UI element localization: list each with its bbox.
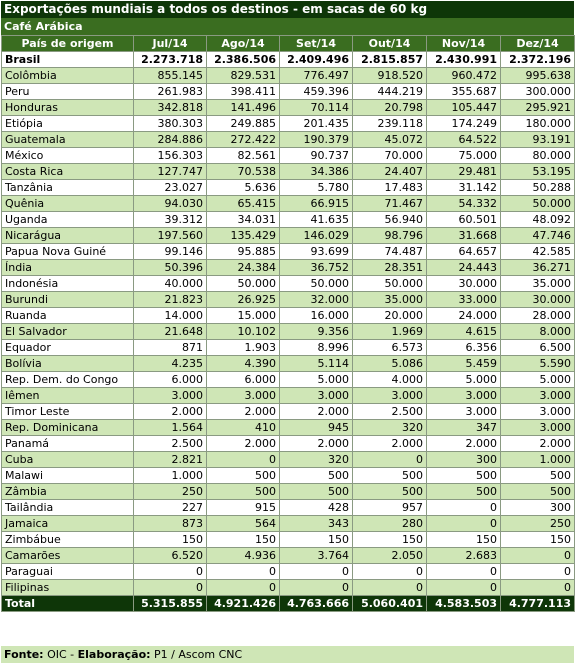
value-cell: 24.407: [353, 164, 427, 180]
value-cell: 776.497: [280, 68, 353, 84]
value-cell: 33.000: [427, 292, 501, 308]
table-row: [2, 244, 575, 260]
country-cell: Costa Rica: [2, 164, 134, 180]
elab-value: P1 / Ascom CNC: [154, 648, 243, 661]
value-cell: 2.000: [280, 404, 353, 420]
value-cell: 8.996: [280, 340, 353, 356]
value-cell: 150: [134, 532, 207, 548]
value-cell: 14.000: [134, 308, 207, 324]
value-cell: 239.118: [353, 116, 427, 132]
table-row: [2, 340, 575, 356]
sheet-title: Exportações mundiais a todos os destinos - em sacas de 60 kg: [1, 1, 574, 18]
value-cell: 71.467: [353, 196, 427, 212]
total-cell: 5.315.855: [134, 596, 207, 612]
value-cell: 2.683: [427, 548, 501, 564]
table-row: [2, 404, 575, 420]
value-cell: 0: [501, 564, 575, 580]
value-cell: 4.615: [427, 324, 501, 340]
value-cell: 855.145: [134, 68, 207, 84]
value-cell: 95.885: [207, 244, 280, 260]
value-cell: 500: [207, 468, 280, 484]
value-cell: 36.752: [280, 260, 353, 276]
value-cell: 28.000: [501, 308, 575, 324]
value-cell: 410: [207, 420, 280, 436]
value-cell: 35.000: [353, 292, 427, 308]
table-row: [2, 564, 575, 580]
value-cell: 0: [353, 580, 427, 596]
value-cell: 90.737: [280, 148, 353, 164]
value-cell: 53.195: [501, 164, 575, 180]
header-month: Set/14: [280, 36, 353, 52]
table-row: [2, 388, 575, 404]
value-cell: 500: [501, 468, 575, 484]
value-cell: 0: [501, 580, 575, 596]
country-cell: Honduras: [2, 100, 134, 116]
country-cell: Camarões: [2, 548, 134, 564]
table-row: [2, 196, 575, 212]
value-cell: 0: [427, 580, 501, 596]
country-cell: Filipinas: [2, 580, 134, 596]
value-cell: 93.699: [280, 244, 353, 260]
value-cell: 0: [427, 564, 501, 580]
value-cell: 0: [207, 580, 280, 596]
header-month: Dez/14: [501, 36, 575, 52]
value-cell: 31.668: [427, 228, 501, 244]
value-cell: 5.000: [280, 372, 353, 388]
value-cell: 320: [280, 452, 353, 468]
value-cell: 5.636: [207, 180, 280, 196]
country-cell: Equador: [2, 340, 134, 356]
value-cell: 0: [427, 500, 501, 516]
value-cell: 1.969: [353, 324, 427, 340]
value-cell: 320: [353, 420, 427, 436]
value-cell: 2.000: [207, 436, 280, 452]
value-cell: 300.000: [501, 84, 575, 100]
value-cell: 2.000: [353, 436, 427, 452]
value-cell: 444.219: [353, 84, 427, 100]
table-row: [2, 228, 575, 244]
value-cell: 873: [134, 516, 207, 532]
value-cell: 995.638: [501, 68, 575, 84]
value-cell: 23.027: [134, 180, 207, 196]
value-cell: 197.560: [134, 228, 207, 244]
value-cell: 24.000: [427, 308, 501, 324]
value-cell: 2.000: [207, 404, 280, 420]
value-cell: 280: [353, 516, 427, 532]
value-cell: 54.332: [427, 196, 501, 212]
value-cell: 50.000: [353, 276, 427, 292]
source-footer: [1, 646, 574, 663]
value-cell: 94.030: [134, 196, 207, 212]
table-row: [2, 308, 575, 324]
total-cell: 4.777.113: [501, 596, 575, 612]
value-cell: 355.687: [427, 84, 501, 100]
table-row: [2, 468, 575, 484]
value-cell: 347: [427, 420, 501, 436]
value-cell: 190.379: [280, 132, 353, 148]
value-cell: 4.936: [207, 548, 280, 564]
value-cell: 64.522: [427, 132, 501, 148]
value-cell: 2.000: [134, 404, 207, 420]
total-cell: 4.921.426: [207, 596, 280, 612]
value-cell: 284.886: [134, 132, 207, 148]
country-cell: Papua Nova Guiné: [2, 244, 134, 260]
value-cell: 17.483: [353, 180, 427, 196]
value-cell: 70.000: [353, 148, 427, 164]
value-cell: 50.000: [207, 276, 280, 292]
table-row: [2, 148, 575, 164]
table-row: [2, 372, 575, 388]
value-cell: 500: [427, 468, 501, 484]
value-cell: 6.520: [134, 548, 207, 564]
value-cell: 0: [134, 564, 207, 580]
country-cell: Uganda: [2, 212, 134, 228]
value-cell: 0: [353, 452, 427, 468]
value-cell: 10.102: [207, 324, 280, 340]
value-cell: 45.072: [353, 132, 427, 148]
total-label: Total: [2, 596, 134, 612]
table-row: [2, 180, 575, 196]
value-cell: 249.885: [207, 116, 280, 132]
value-cell: 30.000: [427, 276, 501, 292]
value-cell: 3.764: [280, 548, 353, 564]
exports-table: [1, 35, 575, 612]
value-cell: 80.000: [501, 148, 575, 164]
value-cell: 5.086: [353, 356, 427, 372]
value-cell: 0: [207, 452, 280, 468]
value-cell: 2.500: [353, 404, 427, 420]
country-cell: Panamá: [2, 436, 134, 452]
country-cell: Paraguai: [2, 564, 134, 580]
value-cell: 250: [501, 516, 575, 532]
table-row: [2, 276, 575, 292]
value-cell: 2.000: [280, 436, 353, 452]
table-row: [2, 100, 575, 116]
value-cell: 918.520: [353, 68, 427, 84]
header-country: País de origem: [2, 36, 134, 52]
value-cell: 34.386: [280, 164, 353, 180]
value-cell: 0: [501, 548, 575, 564]
value-cell: 65.415: [207, 196, 280, 212]
value-cell: 2.372.196: [501, 52, 575, 68]
country-cell: Brasil: [2, 52, 134, 68]
value-cell: 99.146: [134, 244, 207, 260]
value-cell: 42.585: [501, 244, 575, 260]
value-cell: 70.114: [280, 100, 353, 116]
table-row: [2, 84, 575, 100]
value-cell: 75.000: [427, 148, 501, 164]
value-cell: 2.050: [353, 548, 427, 564]
value-cell: 829.531: [207, 68, 280, 84]
value-cell: 0: [280, 580, 353, 596]
country-cell: Malawi: [2, 468, 134, 484]
value-cell: 250: [134, 484, 207, 500]
value-cell: 24.443: [427, 260, 501, 276]
value-cell: 2.409.496: [280, 52, 353, 68]
value-cell: 2.500: [134, 436, 207, 452]
value-cell: 6.000: [134, 372, 207, 388]
value-cell: 40.000: [134, 276, 207, 292]
header-row: [2, 36, 575, 52]
value-cell: 82.561: [207, 148, 280, 164]
value-cell: 105.447: [427, 100, 501, 116]
value-cell: 174.249: [427, 116, 501, 132]
value-cell: 500: [280, 484, 353, 500]
value-cell: 48.092: [501, 212, 575, 228]
value-cell: 28.351: [353, 260, 427, 276]
value-cell: 6.573: [353, 340, 427, 356]
value-cell: 150: [207, 532, 280, 548]
country-cell: Zâmbia: [2, 484, 134, 500]
value-cell: 4.235: [134, 356, 207, 372]
value-cell: 47.746: [501, 228, 575, 244]
value-cell: 201.435: [280, 116, 353, 132]
table-row: [2, 516, 575, 532]
value-cell: 31.142: [427, 180, 501, 196]
value-cell: 500: [501, 484, 575, 500]
table-row: [2, 532, 575, 548]
value-cell: 141.496: [207, 100, 280, 116]
value-cell: 93.191: [501, 132, 575, 148]
total-cell: 4.583.503: [427, 596, 501, 612]
table-row: [2, 436, 575, 452]
value-cell: 5.000: [427, 372, 501, 388]
value-cell: 960.472: [427, 68, 501, 84]
table-row: [2, 420, 575, 436]
value-cell: 500: [353, 468, 427, 484]
value-cell: 32.000: [280, 292, 353, 308]
value-cell: 1.000: [501, 452, 575, 468]
value-cell: 343: [280, 516, 353, 532]
value-cell: 21.823: [134, 292, 207, 308]
value-cell: 20.000: [353, 308, 427, 324]
table-row: [2, 548, 575, 564]
country-cell: Colômbia: [2, 68, 134, 84]
table-row: [2, 324, 575, 340]
value-cell: 5.590: [501, 356, 575, 372]
table-row: [2, 452, 575, 468]
total-cell: 5.060.401: [353, 596, 427, 612]
table-row: [2, 500, 575, 516]
value-cell: 29.481: [427, 164, 501, 180]
value-cell: 8.000: [501, 324, 575, 340]
value-cell: 945: [280, 420, 353, 436]
value-cell: 6.500: [501, 340, 575, 356]
country-cell: Indonésia: [2, 276, 134, 292]
value-cell: 66.915: [280, 196, 353, 212]
value-cell: 60.501: [427, 212, 501, 228]
value-cell: 3.000: [501, 420, 575, 436]
value-cell: 135.429: [207, 228, 280, 244]
value-cell: 3.000: [427, 404, 501, 420]
value-cell: 41.635: [280, 212, 353, 228]
value-cell: 16.000: [280, 308, 353, 324]
value-cell: 0: [134, 580, 207, 596]
table-row: [2, 292, 575, 308]
country-cell: Bolívia: [2, 356, 134, 372]
country-cell: Tailândia: [2, 500, 134, 516]
value-cell: 64.657: [427, 244, 501, 260]
header-month: Jul/14: [134, 36, 207, 52]
value-cell: 50.000: [501, 196, 575, 212]
source-value: OIC: [47, 648, 67, 661]
value-cell: 34.031: [207, 212, 280, 228]
country-cell: Tanzânia: [2, 180, 134, 196]
value-cell: 150: [280, 532, 353, 548]
value-cell: 24.384: [207, 260, 280, 276]
value-cell: 227: [134, 500, 207, 516]
value-cell: 0: [353, 564, 427, 580]
value-cell: 1.000: [134, 468, 207, 484]
value-cell: 3.000: [427, 388, 501, 404]
sheet-subtitle: Café Arábica: [1, 18, 574, 35]
value-cell: 20.798: [353, 100, 427, 116]
value-cell: 380.303: [134, 116, 207, 132]
country-cell: Rep. Dominicana: [2, 420, 134, 436]
table-row: [2, 484, 575, 500]
header-month: Nov/14: [427, 36, 501, 52]
value-cell: 2.273.718: [134, 52, 207, 68]
value-cell: 500: [427, 484, 501, 500]
value-cell: 5.780: [280, 180, 353, 196]
value-cell: 2.821: [134, 452, 207, 468]
value-cell: 500: [207, 484, 280, 500]
value-cell: 127.747: [134, 164, 207, 180]
value-cell: 15.000: [207, 308, 280, 324]
value-cell: 56.940: [353, 212, 427, 228]
value-cell: 5.459: [427, 356, 501, 372]
country-cell: Etiópia: [2, 116, 134, 132]
value-cell: 156.303: [134, 148, 207, 164]
value-cell: 500: [353, 484, 427, 500]
table-row: [2, 116, 575, 132]
value-cell: 0: [427, 516, 501, 532]
country-cell: México: [2, 148, 134, 164]
value-cell: 6.356: [427, 340, 501, 356]
table-row: [2, 260, 575, 276]
value-cell: 342.818: [134, 100, 207, 116]
value-cell: 3.000: [501, 404, 575, 420]
value-cell: 3.000: [207, 388, 280, 404]
country-cell: Ruanda: [2, 308, 134, 324]
value-cell: 150: [353, 532, 427, 548]
value-cell: 50.288: [501, 180, 575, 196]
country-cell: Cuba: [2, 452, 134, 468]
value-cell: 0: [207, 564, 280, 580]
value-cell: 0: [280, 564, 353, 580]
country-cell: El Salvador: [2, 324, 134, 340]
value-cell: 957: [353, 500, 427, 516]
value-cell: 74.487: [353, 244, 427, 260]
country-cell: Índia: [2, 260, 134, 276]
table-row: [2, 52, 575, 68]
value-cell: 2.000: [427, 436, 501, 452]
table-row: [2, 212, 575, 228]
value-cell: 50.000: [280, 276, 353, 292]
source-label: Fonte:: [4, 648, 44, 661]
value-cell: 3.000: [280, 388, 353, 404]
value-cell: 3.000: [353, 388, 427, 404]
table-row: [2, 68, 575, 84]
value-cell: 21.648: [134, 324, 207, 340]
value-cell: 300: [427, 452, 501, 468]
table-row: [2, 132, 575, 148]
value-cell: 915: [207, 500, 280, 516]
total-row: [2, 596, 575, 612]
value-cell: 398.411: [207, 84, 280, 100]
value-cell: 6.000: [207, 372, 280, 388]
value-cell: 2.386.506: [207, 52, 280, 68]
value-cell: 564: [207, 516, 280, 532]
value-cell: 295.921: [501, 100, 575, 116]
value-cell: 2.815.857: [353, 52, 427, 68]
country-cell: Timor Leste: [2, 404, 134, 420]
value-cell: 150: [427, 532, 501, 548]
footer-separator: -: [66, 648, 78, 661]
value-cell: 39.312: [134, 212, 207, 228]
value-cell: 9.356: [280, 324, 353, 340]
value-cell: 261.983: [134, 84, 207, 100]
value-cell: 35.000: [501, 276, 575, 292]
country-cell: Quênia: [2, 196, 134, 212]
value-cell: 1.564: [134, 420, 207, 436]
table-body: [2, 52, 575, 596]
value-cell: 300: [501, 500, 575, 516]
value-cell: 459.396: [280, 84, 353, 100]
value-cell: 5.114: [280, 356, 353, 372]
value-cell: 146.029: [280, 228, 353, 244]
value-cell: 2.430.991: [427, 52, 501, 68]
table-row: [2, 356, 575, 372]
value-cell: 4.000: [353, 372, 427, 388]
value-cell: 428: [280, 500, 353, 516]
country-cell: Peru: [2, 84, 134, 100]
value-cell: 3.000: [134, 388, 207, 404]
value-cell: 36.271: [501, 260, 575, 276]
value-cell: 871: [134, 340, 207, 356]
value-cell: 500: [280, 468, 353, 484]
elab-label: Elaboração:: [77, 648, 151, 661]
value-cell: 2.000: [501, 436, 575, 452]
country-cell: Zimbábue: [2, 532, 134, 548]
value-cell: 272.422: [207, 132, 280, 148]
value-cell: 4.390: [207, 356, 280, 372]
country-cell: Iêmen: [2, 388, 134, 404]
value-cell: 180.000: [501, 116, 575, 132]
value-cell: 70.538: [207, 164, 280, 180]
value-cell: 50.396: [134, 260, 207, 276]
value-cell: 1.903: [207, 340, 280, 356]
country-cell: Guatemala: [2, 132, 134, 148]
value-cell: 26.925: [207, 292, 280, 308]
table-row: [2, 164, 575, 180]
table-row: [2, 580, 575, 596]
value-cell: 150: [501, 532, 575, 548]
value-cell: 98.796: [353, 228, 427, 244]
value-cell: 30.000: [501, 292, 575, 308]
header-month: Out/14: [353, 36, 427, 52]
value-cell: 5.000: [501, 372, 575, 388]
value-cell: 3.000: [501, 388, 575, 404]
country-cell: Jamaica: [2, 516, 134, 532]
total-cell: 4.763.666: [280, 596, 353, 612]
header-month: Ago/14: [207, 36, 280, 52]
country-cell: Nicarágua: [2, 228, 134, 244]
country-cell: Burundi: [2, 292, 134, 308]
country-cell: Rep. Dem. do Congo: [2, 372, 134, 388]
